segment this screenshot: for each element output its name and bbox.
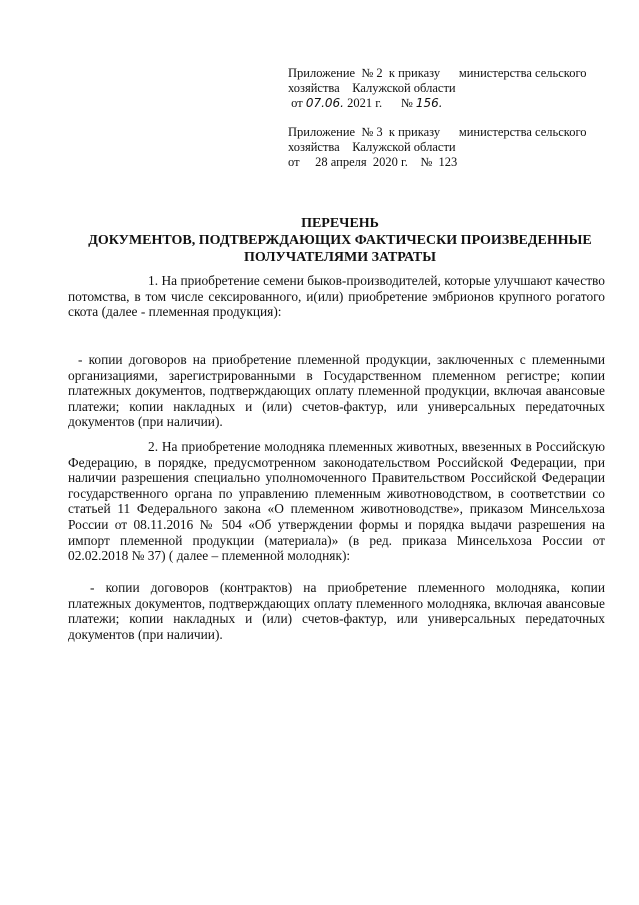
item-1-documents: - копии договоров на приобретение племенной продукции, заключенных с племенными организациями, зарегистрированными в Государственном племенном регистре; копии платежных документов, подтверждающих оплату племенной продукции, включая авансовые платежи; копии накладных и (или) счетов-фактур, или универсальных передаточных документов (при наличии). xyxy=(68,352,605,430)
appendix-previous-line2: хозяйства Калужской области xyxy=(288,140,456,154)
handwritten-date: 07.06. xyxy=(305,96,344,110)
appendix-previous xyxy=(288,125,613,170)
item-1: 1. На приобретение семени быков-производителей, которые улучшают качество потомства, в том числе сексированного, и(или) приобретение эмбрионов крупного рогатого скота (далее - племенная продукция): xyxy=(68,273,605,320)
item-2: 2. На приобретение молодняка племенных животных, ввезенных в Российскую Федерацию, в порядке, предусмотренном законодательством Российской Федерации, при наличии разрешения специально уполномоченного Правительством Российской Федерации государственного органа по управлению племенным животноводством, в соответствии со статьей 11 Федерального закона «О племенном животноводстве», приказом Минсельхоза России от 08.11.2016 № 504 «Об утверждении формы и порядка выдачи разрешения на импорт племенной продукции (материала)» (в ред. приказа Минсельхоза России от 02.02.2018 № 37) ( далее – племенной молодняк): xyxy=(68,439,605,564)
appendix-current-line1: Приложение № 2 к приказу министерства сельского xyxy=(288,66,587,80)
title-line3: ПОЛУЧАТЕЛЯМИ ЗАТРАТЫ xyxy=(244,250,436,265)
appendix-current-line2: хозяйства Калужской области xyxy=(288,81,456,95)
appendix-current-prefix: от xyxy=(288,96,306,110)
handwritten-number: 156. xyxy=(415,96,443,110)
appendix-previous-line1: Приложение № 3 к приказу министерства сельского xyxy=(288,125,587,139)
appendix-previous-line3: от 28 апреля 2020 г. № 123 xyxy=(288,155,458,169)
appendix-current xyxy=(288,66,613,111)
title-line2: ДОКУМЕНТОВ, ПОДТВЕРЖДАЮЩИХ ФАКТИЧЕСКИ ПРОИЗВЕДЕННЫЕ xyxy=(88,233,592,248)
appendix-current-line3 xyxy=(288,96,613,111)
item-2-documents: - копии договоров (контрактов) на приобретение племенного молодняка, копии платежных документов, подтверждающих оплату племенного молодняка, включая авансовые платежи; копии накладных и (или) счетов-фактур, или универсальных передаточных документов (при наличии). xyxy=(68,580,605,642)
appendix-current-middle: 2021 г. № xyxy=(343,96,416,110)
document-title xyxy=(60,215,620,266)
title-line1: ПЕРЕЧЕНЬ xyxy=(301,216,379,231)
